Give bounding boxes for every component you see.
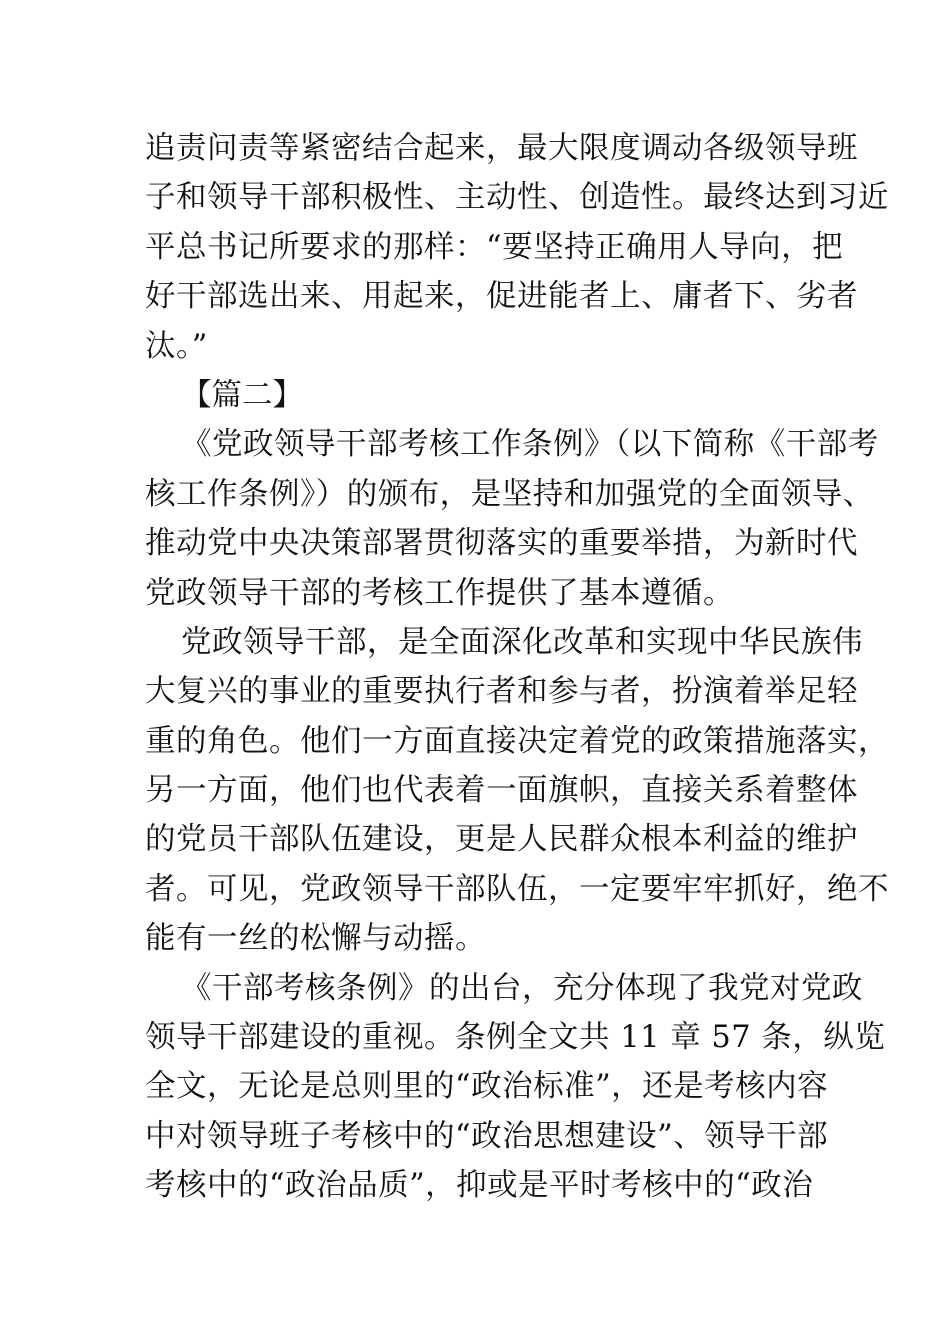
text-line: 好干部选出来、用起来，促进能者上、庸者下、劣者 [145,279,858,315]
text-line: 考核中的“政治品质”，抑或是平时考核中的“政治 [145,1168,814,1204]
text-line: 《党政领导干部考核工作条例》（以下简称《干部考 [181,427,879,463]
text-line: 子和领导干部积极性、主动性、创造性。最终达到习近 [145,180,889,216]
text-line: 另一方面，他们也代表着一面旗帜，直接关系着整体 [145,773,858,809]
text-line: 党政领导干部的考核工作提供了基本遵循。 [145,575,734,611]
paragraph-intro [145,124,889,371]
text-line: 推动党中央决策部署贯彻落实的重要举措，为新时代 [145,526,858,562]
section-heading: 【篇二】 [181,377,303,413]
text-line: 追责问责等紧密结合起来，最大限度调动各级领导班 [145,131,858,166]
paragraph-2 [145,618,889,964]
text-line: 党政领导干部，是全面深化改革和实现中华民族伟 [181,624,863,660]
text-line: 重的角色。他们一方面直接决定着党的政策措施落实， [145,723,889,759]
text-line: 《干部考核条例》的出台，充分体现了我党对党政 [181,970,863,1006]
paragraph-3 [145,964,886,1211]
text-line: 汰。” [145,328,208,364]
text-line: 平总书记所要求的那样：“要坚持正确用人导向，把 [145,229,844,265]
text-line: 中对领导班子考核中的“政治思想建设”、领导干部 [145,1118,829,1154]
text-line: 核工作条例》）的颁布，是坚持和加强党的全面领导、 [145,476,874,512]
text-line: 能有一丝的松懈与动摇。 [145,921,486,957]
text-line: 大复兴的事业的重要执行者和参与者，扮演着举足轻 [145,674,858,710]
text-line: 的党员干部队伍建设，更是人民群众根本利益的维护 [145,822,858,858]
paragraph-1 [145,420,879,618]
text-line: 领导干部建设的重视。条例全文共 11 章 57 条，纵览 [145,1020,886,1056]
document-body [145,124,889,1211]
text-line: 全文，无论是总则里的“政治标准”，还是考核内容 [145,1069,829,1105]
text-line: 者。可见，党政领导干部队伍，一定要牢牢抓好，绝不 [145,871,889,907]
